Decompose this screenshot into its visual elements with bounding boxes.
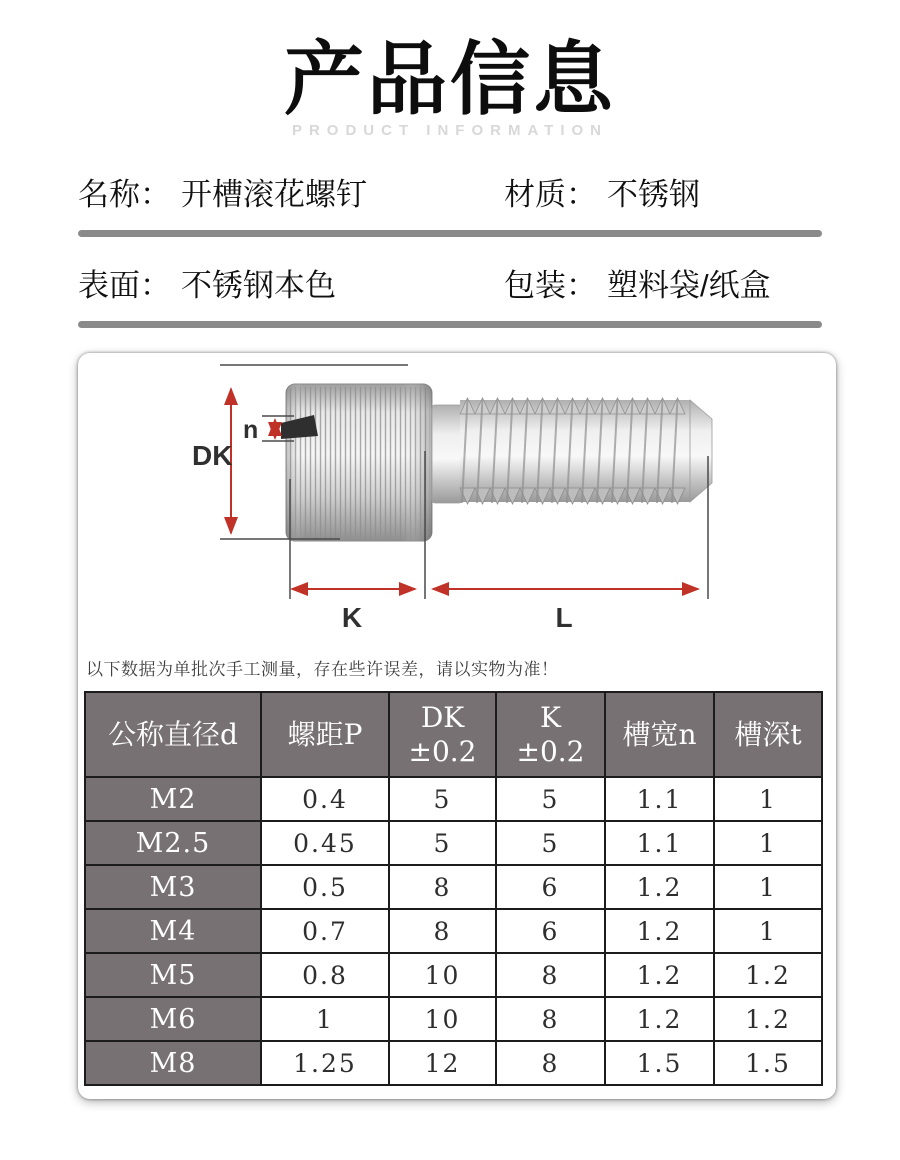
spec-cell: 1 [714,865,822,909]
screw-diagram [78,353,834,653]
row-label: M3 [85,865,261,909]
spec-row-m4 [85,909,822,953]
field-packaging-label: 包装： [504,268,597,303]
product-detail-card [78,353,836,1099]
spec-cell: 0.8 [261,953,389,997]
product-info-section [78,169,822,328]
header-sub: ±0.2 [516,734,585,768]
spec-cell: 5 [389,777,496,821]
spec-cell: 6 [496,865,605,909]
spec-cell: 8 [496,953,605,997]
spec-cell: 8 [389,909,496,953]
field-packaging-value: 塑料袋/纸盒 [607,268,771,303]
spec-row-m2-5 [85,821,822,865]
header-slot-width [605,692,714,777]
header-slot-depth [714,692,822,777]
spec-cell: 1.2 [714,997,822,1041]
spec-cell: 1.5 [714,1041,822,1085]
spec-cell: 1 [714,909,822,953]
field-surface-label: 表面： [78,268,171,303]
field-packaging [504,260,771,305]
spec-cell: 1 [261,997,389,1041]
row-label: M8 [85,1041,261,1085]
l-label: L [555,602,573,633]
section-divider [78,321,822,328]
field-material-value: 不锈钢 [607,177,700,212]
info-row-2 [78,260,822,305]
spec-cell: 1.2 [714,953,822,997]
field-name [78,169,504,214]
spec-row-m2 [85,777,822,821]
spec-cell: 6 [496,909,605,953]
spec-header-row [85,692,822,777]
measurement-note: 以下数据为单批次手工测量，存在些许误差，请以实物为准！ [86,660,559,679]
screw-photo [78,353,836,653]
screw-thread [460,398,712,504]
row-label: M6 [85,997,261,1041]
info-row-1 [78,169,822,214]
page-subtitle: PRODUCT INFORMATION [291,122,609,139]
spec-cell: 1.2 [605,865,714,909]
field-material [504,169,700,214]
row-label: M4 [85,909,261,953]
header-title: DK [420,701,465,735]
header-title: 公称直径d [108,717,238,751]
field-material-label: 材质： [504,177,597,212]
header-title: 槽宽n [622,717,697,751]
screw-collar [432,405,462,503]
spec-cell: 5 [496,821,605,865]
spec-cell: 1 [714,821,822,865]
field-surface [78,260,504,305]
spec-cell: 0.7 [261,909,389,953]
spec-row-m5 [85,953,822,997]
spec-row-m8 [85,1041,822,1085]
field-name-value: 开槽滚花螺钉 [181,177,367,212]
spec-row-m3 [85,865,822,909]
field-surface-value: 不锈钢本色 [181,268,336,303]
page-title: 产品信息 [284,35,616,124]
row-label: M2 [85,777,261,821]
n-label: n [243,416,259,444]
spec-cell: 5 [389,821,496,865]
spec-cell: 1.5 [605,1041,714,1085]
row-label: M2.5 [85,821,261,865]
header-k [496,692,605,777]
spec-cell: 0.4 [261,777,389,821]
spec-cell: 1 [714,777,822,821]
spec-cell: 1.2 [605,997,714,1041]
spec-cell: 12 [389,1041,496,1085]
spec-cell: 0.5 [261,865,389,909]
spec-table [84,691,823,1086]
spec-cell: 1.2 [605,909,714,953]
header-title: 螺距P [287,717,363,751]
spec-cell: 8 [496,997,605,1041]
spec-cell: 8 [389,865,496,909]
spec-cell: 10 [389,953,496,997]
spec-cell: 8 [496,1041,605,1085]
dk-label: DK [192,440,233,471]
spec-cell: 0.45 [261,821,389,865]
spec-cell: 1.25 [261,1041,389,1085]
header-title: 槽深t [734,717,802,751]
row-label: M5 [85,953,261,997]
spec-cell: 1.1 [605,821,714,865]
spec-cell: 5 [496,777,605,821]
header-dk [389,692,496,777]
spec-cell: 10 [389,997,496,1041]
k-label: K [341,602,363,633]
field-name-label: 名称： [78,177,171,212]
spec-row-m6 [85,997,822,1041]
spec-cell: 1.2 [605,953,714,997]
header-diameter [85,692,261,777]
header-sub: ±0.2 [408,734,477,768]
screw-head [281,384,432,541]
header-title: K [540,701,561,735]
header-pitch [261,692,389,777]
spec-cell: 1.1 [605,777,714,821]
section-divider [78,230,822,237]
